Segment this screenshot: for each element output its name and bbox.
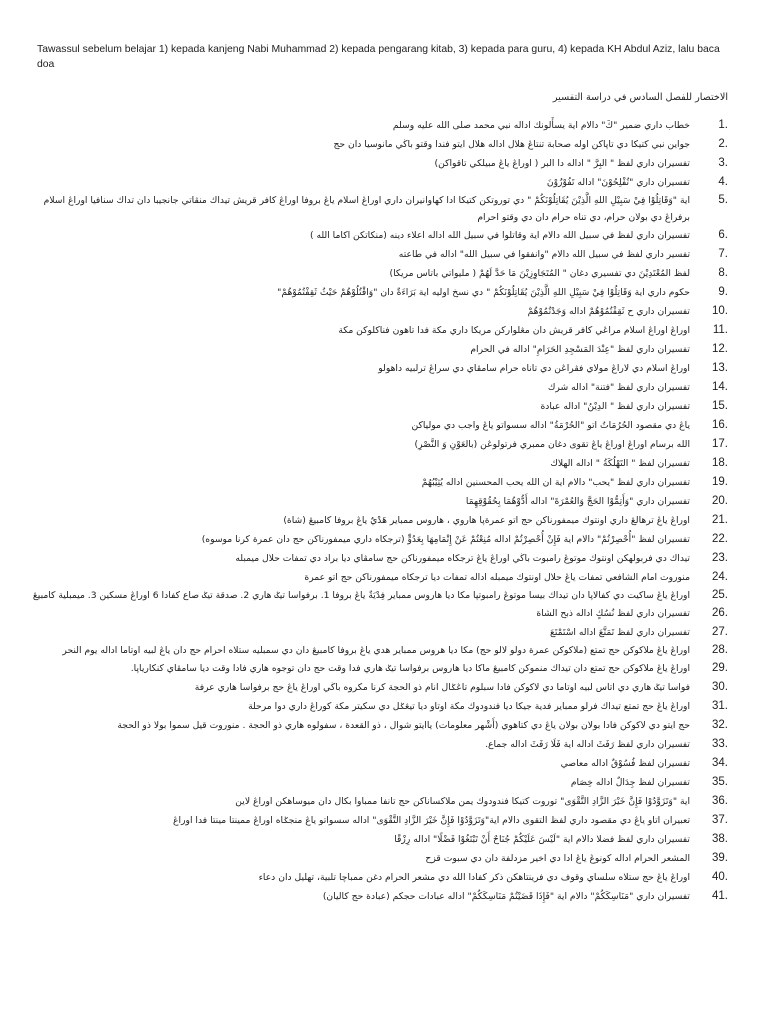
entry-text: فواسا تيݢ هاري دي اتاس لبيه اوتاما دي لاكوكن فادا سبلوم تاڠݢال انام ذو الحجة كرنا مكروه باڬي اوراڠ ياڠ حج برفواسا هاري عرفة [194,682,690,693]
entry-text: منوروت امام الشافعي تمفات ياڠ حلال اونتوك ميمبله اداله تمفات ديا ترجكاه ميمفورناكن حج اتو عمرة [304,572,690,583]
entry-text: جواين نبي كتيكا دي تاپاكن اوله صحابة تنتاڠ هلال اداله هلال ايتو فندا وقتو باڬي مانوسيا دان حج [333,139,690,150]
list-item [30,887,728,906]
list-item [30,659,728,678]
entry-number: 37. [712,814,728,826]
entry-text: تفسيران لفظ " التَهْلُكَةُ " اداله الهلاك [550,458,690,469]
entry-number: 11. [712,324,728,336]
entry-number: 32. [712,719,728,731]
entry-number: 38. [712,833,728,845]
entry-text: تفسيران داري لفظ في سبيل الله دالام اية وقاتلوا في سبيل الله اداله اعلاء دينه (منكاتكن اكاما الله ) [309,230,690,241]
list-item [30,549,728,568]
entry-number: 22. [712,533,728,545]
list-item [30,716,728,735]
list-item [30,416,728,435]
entry-number: 8. [718,267,728,279]
entry-number: 35. [712,776,728,788]
entry-text: الله برسام اوراڠ اوراڠ ياڠ تقوى دغان ممبري فرتولوڠن (بالعَوْنِ وَ النَّصْرِ) [414,439,690,450]
entry-text: تفسيران داري لفظ فضلا دالام اية "لَيْسَ عَلَيْكُمْ جُنَاحٌ أَنْ تَبْتَغُوْا فَضْلًا" اداله رِزْقًا [394,834,690,845]
entry-text: تفسيران داري لفظ " الدِيْنُ" اداله عبادة [540,401,690,412]
entry-text: حج ايتو دي لاكوكن فادا بولان بولان ياڠ دي كتاهوي (أَشْهر معلومات) ياايتو شوال ، ذو القعدة ، سفولوه هاري ذو الحجة . منوروت قيل سموا بولا ذو الحجة [117,720,690,731]
list-item [30,530,728,549]
list-item [30,321,728,340]
entry-text: اية "وَتَزَوَّدُوْا فَإِنَّ خَيْرَ الزَّادِ التَّقْوَى" توروت كتيكا فندودوك يمن ملاكساناكن حج تانفا ممباوا بكال دان ميوساهكن اوراڠ لاين [235,796,690,807]
entry-number: 23. [712,552,728,564]
entry-number: 13. [712,362,728,374]
entry-number: 19. [712,476,728,488]
entry-number: 5. [718,194,728,206]
entry-number: 1. [718,119,728,131]
list-item [30,754,728,773]
list-item [30,283,728,302]
list-item [30,773,728,792]
document-title: الاختصار للفصل السادس في دراسة التفسير [552,92,728,103]
list-item [30,116,728,135]
entry-number: 7. [718,248,728,260]
list-item [30,135,728,154]
list-item [30,154,728,173]
entry-number: 15. [712,400,728,412]
list-item [30,735,728,754]
entry-text: تفسيران داري ح ثَقِفْتُمُوْهُمْ اداله وَجَدْتُمُوْهُمْ [527,306,690,317]
entry-text: اوراڠ اوراڠ اسلام مراڠي كافر قريش دان مڠلواركن مريكا داري مكة فدا تاهون فناكلوكن مكة [338,325,690,336]
list-item [30,473,728,492]
list-item [30,792,728,811]
list-item [30,378,728,397]
entry-number: 21. [712,514,728,526]
entry-text: لفظ المُعْتَدِيْنَ دي تفسيري دغان " المُتَجَاوِزِيْنَ مَا حَدَّ لَهُمْ ( مليواتي باتاس مريكا) [389,268,690,279]
entry-text: اوراڠ ياڠ ملاكوكن حج تمتع دان تيداك منموكن كامبيڠ ماكا ديا هاروس برفواسا تيݢ هاري فدا وقت حج دان توجوه هاري فادا وقت ديا سامڤاي كنكارياڽا. [130,663,690,674]
entry-text: تعبيران اتاو ياڠ دي مقصود داري لفظ التقوى دالام اية"وَتَزَوَّدُوْا فَإِنَّ خَيْرَ الزَّادِ التَّقْوَى" اداله سسواتو ياڠ منجݢاه اوراڠ ممينتا مينتا فدا اوراڠ [173,815,690,826]
entry-number: 12. [712,343,728,355]
list-item [30,359,728,378]
entry-text: تفسيران داري لفظ رَفَثَ اداله اية فَلَا رَفَثَ اداله جماع. [485,739,690,750]
entry-text: تفسيران لفظ جِدَالٌ اداله خِصَام [570,777,690,788]
entry-text: تفسيران داري لفظ "فتنة" اداله شرك [547,382,690,393]
entry-text: تيداك دي فربولهكن اونتوك موتوڠ رامبوت باڬي اوراڠ ياڠ ترجكاه ميمفورناكن حج سامڤاي ديا براد دي تمفات حلال ميمبله [235,553,690,564]
entry-number: 10. [712,305,728,317]
entry-text: خطاب داري ضمير "كَ" دالام اية يسأَلونك اداله نبي محمد صلى الله عليه وسلم [392,120,690,131]
entry-text: اية "وَقَاتِلُوْا فِيْ سَبِيْلِ اللهِ الَّذِيْنَ يُقَاتِلُوْنَكُمْ " دي توروتكن كتيكا ادا كهاوانيران داري اوراڠ اسلام ياڠ بروفا اوراڠ كافر قريش تيداك منڤاتي جانجيبا دان تداك سنافيا اوراڠ اسلام برفراڠ دي بولان حرام، دي تناه حرام دان دي وقتو احرام [43,195,690,223]
entry-number: 18. [712,457,728,469]
entry-number: 41. [712,890,728,902]
list-item [30,173,728,192]
entry-text: المشعر الحرام اداله كونوڠ ياڠ ادا دي اخير مزدلفة دان دي سبوت قزح [425,853,690,864]
entry-number: 34. [712,757,728,769]
list-item [30,811,728,830]
list-item [30,830,728,849]
entry-number: 6. [718,229,728,241]
entry-text: اوراڠ اسلام دي لاراڠ مولاي فڤراڠن دي تاناه حرام سامڤاي دي سراڠ ترلبيه داهولو [378,363,690,374]
list-item [30,697,728,716]
entry-number: 2. [718,138,728,150]
entry-number: 4. [718,176,728,188]
entry-text: تفسير داري لفظ في سبيل الله دالام "وانفقوا في سبيل الله" اداله في طاعته [398,249,690,260]
entry-text: اوراڠ ياڠ حج ستلاه سلساي وقوف دي فرينتاهكن ذكر كفادا الله دي مشعر الحرام دغن ممباچا تلبية، تهليل دان دعاء [258,872,690,883]
entry-number: 36. [712,795,728,807]
list-item [30,868,728,887]
entry-number: 3. [718,157,728,169]
entry-text: اوراڠ ياڠ ترهالڠ داري اونتوك ميمفورناكن حج اتو عمرةڽا هاروي ، هاروس ممباير هَدْيٌ ياڠ بروفا كامبيڠ (شاة) [283,515,690,526]
entry-number: 9. [718,286,728,298]
entry-text: تفسيران داري لفظ نُسُكٍ اداله ذبح الشاة [536,608,690,619]
entry-text: حكوم داري اية وَقَاتِلُوْا فِيْ سَبِيْلِ اللهِ الَّذِيْنَ يُقَاتِلُوْنَكُمْ " دي نسخ اوليه اية بَرَاءَةٌ دان "وَاقْتُلُوْهُمْ حَيْثُ ثَقِفْتُمُوْهُمْ" [277,287,690,298]
entry-list [30,116,728,906]
entry-number: 26. [712,607,728,619]
entry-number: 40. [712,871,728,883]
entry-number: 14. [712,381,728,393]
entry-text: تفسيران داري "وَأَتِمُّوْا الحَجَّ وَالعُمْرَةَ" اداله أَدُّوْهُمَا بِحُقُوْقِهِمَا [465,496,690,507]
entry-text: اوراڠ ياڠ ملاكوكن حج تمتع (ملاكوكن عمرة دولو لالو حج) مكا ديا هروس ممباير هدي ياڠ بروفا كامبيڠ دان دي سمبليه ستلاه احرام حج دان ياڠ لبيه اوتاما اداله يوم النحر [62,645,690,656]
list-item [30,454,728,473]
list-item [30,192,728,226]
entry-number: 29. [712,662,728,674]
entry-text: اوراڠ ياڠ حج تمتع تيداك فرلو ممباير فدية جيكا ديا فندودوك مكة اوتاو ديا تيڠݢل دي سكيتر مكة كوراڠ داري دوا مرحلة [248,701,690,712]
entry-text: تفسيران داري لفظ " البِرَّ " اداله دا البر ( اوراڠ ياڠ مبيلكي تاقواكن) [434,158,690,169]
entry-number: 30. [712,681,728,693]
entry-number: 16. [712,419,728,431]
entry-text: تفسيران داري لفظ "يحب" دالام اية ان الله يحب المحسنين اداله يُثِيْبُهُمْ [421,477,690,488]
entry-text: تفسيران لفظ فُسُوْقٌ اداله معاصي [560,758,690,769]
list-item [30,264,728,283]
list-item [30,623,728,642]
entry-text: تفسيران داري "مَنَاسِكَكُمْ" دالام اية "فَإِذَا قَضَيْتُمْ مَنَاسِكَكُمْ" اداله عبادات حجكم (عبادة حج كاليان) [322,891,690,902]
entry-text: تفسيران داري لفظ "عِنْدَ المَسْجِدِ الحَرَامِ" اداله في الحرام [470,344,690,355]
entry-number: 31. [712,700,728,712]
entry-number: 39. [712,852,728,864]
list-item [30,678,728,697]
list-item [30,568,728,587]
entry-text: تفسيران داري لفظ تَمَتَّعَ اداله اسْتَمْتَعَ [549,627,690,638]
entry-text: تفسيران لفظ "أُحْصِرْتُمْ" دالام اية فَإِنْ أُحْصِرْتُمْ اداله مُنِعْتُمْ عَنْ إِتْمَامِهَا بِعَدُوٍّ (ترجكاه داري ميمفورناكن حج دان عمرة كرنا موسوه) [201,534,690,545]
list-item [30,587,728,604]
entry-text: ياڠ دي مقصود الحُرُمَاتُ اتو "الحُرْمَةُ" اداله سسواتو ياڠ واجب دي مولياكن [411,420,690,431]
list-item [30,492,728,511]
list-item [30,435,728,454]
list-item [30,340,728,359]
list-item [30,849,728,868]
list-item [30,302,728,321]
list-item [30,245,728,264]
entry-number: 33. [712,738,728,750]
entry-text: اوراڠ ياڠ ساكيت دي كفالاڽا دان تيداك بيسا موتوڠ رامبوتڽا مكا ديا هاروس ممباير فِدْيَةٌ ياڠ بروفا 1. برفواسا تيݢ هاري 2. صدقة تيݢ صاع كفادا 6 اوراڠ مسكين 3. ميمبلية كامبيڠ [32,590,690,601]
entry-number: 28. [712,644,728,656]
list-item [30,226,728,245]
entry-number: 20. [712,495,728,507]
entry-number: 17. [712,438,728,450]
entry-number: 25. [712,589,728,601]
entry-number: 24. [712,571,728,583]
entry-number: 27. [712,626,728,638]
list-item [30,642,728,659]
list-item [30,604,728,623]
entry-text: تفسيران داري "تُفْلِحُوْنَ" اداله تَفُوْزُوْنَ [546,177,690,188]
tawassul-note: Tawassul sebelum belajar 1) kepada kanjeng Nabi Muhammad 2) kepada pengarang kitab, 3) kepada para guru, 4) kepada KH Abdul Aziz, lalu baca doa [37,44,720,70]
list-item [30,397,728,416]
list-item [30,511,728,530]
